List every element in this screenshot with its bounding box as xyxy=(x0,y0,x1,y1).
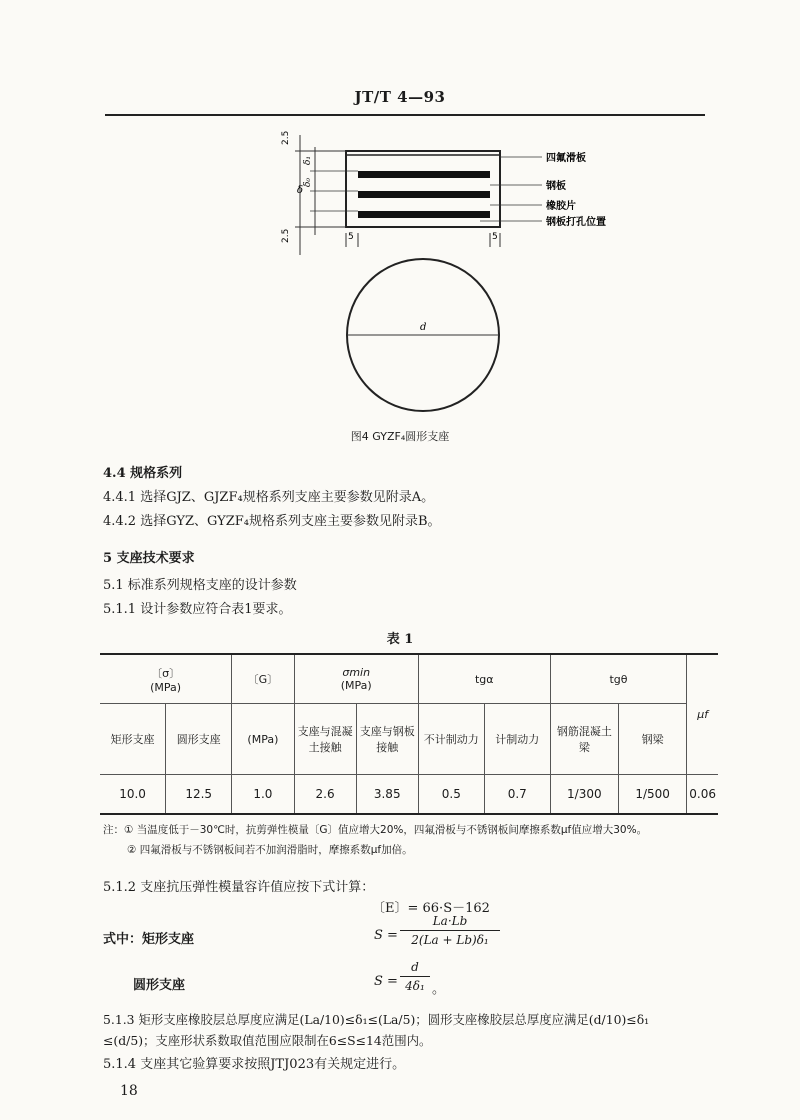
cell-rect: 10.0 xyxy=(100,775,166,815)
standard-code-header: JT/T 4—93 xyxy=(354,88,446,106)
dim-delta: δ xyxy=(297,185,304,196)
sub-rect: 矩形支座 xyxy=(100,704,166,775)
steel-plate-3 xyxy=(358,211,490,218)
section-5-1-1: 5.1.1 设计参数应符合表1要求。 xyxy=(103,602,292,617)
cell-brake: 0.7 xyxy=(484,775,550,815)
sub-brake: 计制动力 xyxy=(484,704,550,775)
formula-S-round-frac xyxy=(400,960,430,993)
cell-no-brake: 0.5 xyxy=(418,775,484,815)
header-mu: μf xyxy=(687,654,718,775)
cell-round: 12.5 xyxy=(166,775,232,815)
section-5-1: 5.1 标准系列规格支座的设计参数 xyxy=(103,578,297,593)
label-ptfe-plate: 四氟滑板 xyxy=(546,153,586,164)
section-4-4: 4.4 规格系列 xyxy=(103,466,183,481)
table-note-2: ② 四氟滑板与不锈钢板间若不加润滑脂时，摩擦系数μf加倍。 xyxy=(127,844,413,856)
bearing-figure xyxy=(270,125,640,425)
header-sigma: 〔σ〕 (MPa) xyxy=(100,654,232,704)
dim-delta1: δ₁ xyxy=(303,155,313,165)
dim-delta0: δ₀ xyxy=(303,177,313,187)
sub-round: 圆形支座 xyxy=(166,704,232,775)
formula-S-rect-denominator: 2(La + Lb)δ₁ xyxy=(411,933,489,947)
figure-caption: 图4 GYZF₄圆形支座 xyxy=(350,430,450,443)
cell-concrete: 2.6 xyxy=(294,775,356,815)
section-5-1-4: 5.1.4 支座其它验算要求按照JTJ023有关规定进行。 xyxy=(103,1057,406,1072)
table-title: 表 1 xyxy=(386,632,414,647)
sub-no-brake: 不计制动力 xyxy=(418,704,484,775)
page-number: 18 xyxy=(120,1083,138,1099)
header-tgtheta: tgθ xyxy=(550,654,687,704)
design-parameter-table xyxy=(100,653,718,815)
sub-G-unit: (MPa) xyxy=(232,704,294,775)
steel-plate-1 xyxy=(358,171,490,178)
cell-steel: 3.85 xyxy=(356,775,418,815)
where-rect-label: 式中：矩形支座 xyxy=(103,932,195,947)
formula-S-round-tail: 。 xyxy=(432,982,446,997)
sub-concrete-contact: 支座与混凝土接触 xyxy=(294,704,356,775)
cell-rc-beam: 1/300 xyxy=(550,775,618,815)
section-5-1-2: 5.1.2 支座抗压弹性模量容许值应按下式计算： xyxy=(103,880,375,895)
formula-S-round-numerator: d xyxy=(411,960,419,974)
label-steel-plate: 钢板 xyxy=(546,181,566,192)
steel-plate-2 xyxy=(358,191,490,198)
label-hole-position: 钢板打孔位置 xyxy=(546,217,606,228)
formula-E: 〔E〕= 66·S－162 xyxy=(372,901,490,916)
dim-5-left: 5 xyxy=(348,232,354,242)
cell-mu: 0.06 xyxy=(687,775,718,815)
dim-2-5-top: 2.5 xyxy=(281,130,291,145)
header-tga: tgα xyxy=(418,654,550,704)
section-4-4-2: 4.4.2 选择GYZ、GYZF₄规格系列支座主要参数见附录B。 xyxy=(103,514,441,529)
section-5-1-3-line1: 5.1.3 矩形支座橡胶层总厚度应满足(La/10)≤δ₁≤(La/5)；圆形支座橡胶层总厚度应满足(d/10)≤δ₁ xyxy=(103,1012,650,1027)
section-5: 5 支座技术要求 xyxy=(103,551,195,566)
formula-S-round-lhs: S = xyxy=(374,974,398,989)
cell-G: 1.0 xyxy=(232,775,294,815)
dim-d: d xyxy=(420,322,427,333)
formula-S-rect-lhs: S = xyxy=(374,928,398,943)
cell-steel-beam: 1/500 xyxy=(618,775,686,815)
sub-steel-contact: 支座与钢板接触 xyxy=(356,704,418,775)
table-note-1: 注：① 当温度低于－30℃时，抗剪弹性模量〔G〕值应增大20%，四氟滑板与不锈钢板间摩擦系数μf值应增大30%。 xyxy=(103,824,648,836)
header-G: 〔G〕 xyxy=(232,654,294,704)
sub-steel-beam: 钢梁 xyxy=(618,704,686,775)
formula-S-rect-frac xyxy=(400,914,500,947)
label-rubber-sheet: 橡胶片 xyxy=(546,201,576,212)
sub-rc-beam: 钢筋混凝土梁 xyxy=(550,704,618,775)
dim-5-right: 5 xyxy=(492,232,498,242)
formula-S-round-denominator: 4δ₁ xyxy=(405,979,425,993)
header-rule xyxy=(105,114,705,116)
section-5-1-3-line2: ≤(d/5)；支座形状系数取值范围应限制在6≤S≤14范围内。 xyxy=(103,1033,432,1048)
formula-S-rect-numerator: La·Lb xyxy=(432,914,468,928)
section-4-4-1: 4.4.1 选择GJZ、GJZF₄规格系列支座主要参数见附录A。 xyxy=(103,490,435,505)
where-round-label: 圆形支座 xyxy=(133,978,186,993)
header-sigma-min: σmin (MPa) xyxy=(294,654,418,704)
dim-2-5-bottom: 2.5 xyxy=(281,228,291,243)
